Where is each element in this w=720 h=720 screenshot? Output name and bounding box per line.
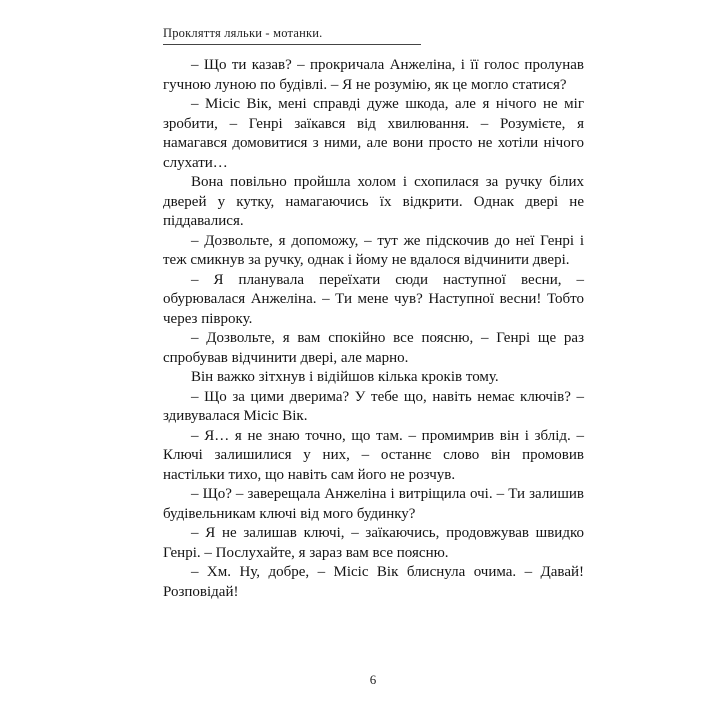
paragraph: – Дозвольте, я вам спокійно все поясню, – Генрі ще раз спробував відчинити двері, але марно. — [163, 330, 584, 366]
paragraph: – Дозвольте, я допоможу, – тут же підскочив до неї Генрі і теж смикнув за ручку, однак і йому не вдалося відчинити двері. — [163, 232, 584, 268]
running-header — [163, 26, 583, 45]
paragraph: – Місіс Вік, мені справді дуже шкода, але я нічого не міг зробити, – Генрі заїкався від хвилювання. – Розумієте, я намагався домовитися з ними, але вони просто не хотіли нічого слухати… — [163, 96, 584, 171]
paragraph: – Що за цими дверима? У тебе що, навіть немає ключів? – здивувалася Місіс Вік. — [163, 388, 584, 424]
paragraph: Він важко зітхнув і відійшов кілька кроків тому. — [191, 369, 499, 385]
book-title: Прокляття ляльки - мотанки. — [163, 26, 323, 40]
paragraph: Вона повільно пройшла холом і схопилася за ручку білих дверей у кутку, намагаючись їх відкрити. Однак двері не піддавалися. — [163, 174, 584, 229]
page-text — [163, 56, 584, 602]
paragraph: – Я планувала переїхати сюди наступної весни, – обурювалася Анжеліна. – Ти мене чув? Наступної весни! Тобто через півроку. — [163, 271, 584, 327]
page-number: 6 — [369, 672, 377, 687]
paragraph: – Хм. Ну, добре, – Місіс Вік блиснула очима. – Давай! Розповідай! — [163, 564, 584, 600]
header-rule — [163, 44, 421, 45]
paragraph: – Я не залишав ключі, – заїкаючись, продовжував швидко Генрі. – Послухайте, я зараз вам все поясню. — [163, 525, 584, 561]
paragraph: – Що? – заверещала Анжеліна і витріщила очі. – Ти залишив будівельникам ключі від мого будинку? — [163, 486, 584, 522]
paragraph: – Що ти казав? – прокричала Анжеліна, і її голос пролунав гучною луною по будівлі. – Я не розумію, як це могло статися? — [163, 57, 584, 93]
page-footer — [163, 672, 583, 688]
paragraph: – Я… я не знаю точно, що там. – промимрив він і зблід. – Ключі залишилися у них, – останнє слово він промовив настільки тихо, що навіть сам його не розчув. — [163, 427, 584, 483]
